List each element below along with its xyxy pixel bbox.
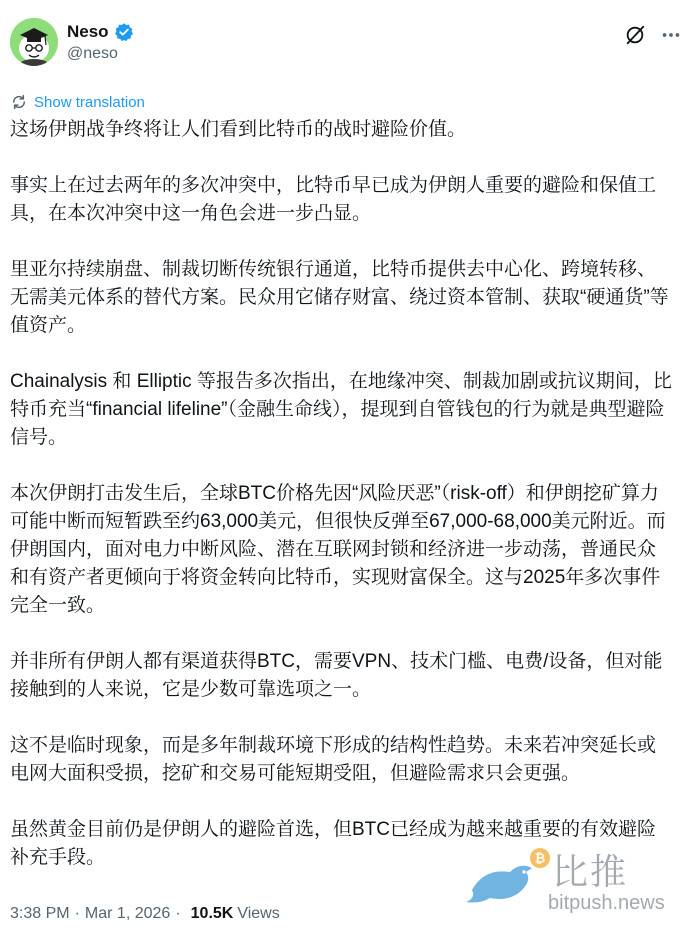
author-handle[interactable]: @neso [67,45,118,62]
header-actions [624,24,682,46]
tweet-paragraph: 虽然黄金目前仍是伊朗人的避险首选，但BTC已经成为越来越重要的有效避险补充手段。 [10,819,657,868]
bird-logo-icon [462,846,552,916]
show-translation-link[interactable] [10,92,686,112]
footer-separator: · [175,905,181,922]
author-names [67,21,134,63]
avatar[interactable] [10,18,58,66]
watermark [462,846,690,918]
tweet-paragraph: 事实上在过去两年的多次冲突中，比特币早已成为伊朗人重要的避险和保值工具，在本次冲突中这一角色会进一步凸显。 [10,175,657,224]
tweet-paragraph: 本次伊朗打击发生后，全球BTC价格先因“风险厌恶”（risk-off）和伊朗挖矿算力可能中断而短暂跌至约63,000美元，但很快反弹至67,000-68,000美元附近。而伊朗国内，面对电力中断风险、潜在互联网封锁和经济进一步动荡，普通民众和有资产者更倾向于将资金转向比特币，实现财富保全。这与2025年多次事件完全一致。 [10,483,666,616]
views-label: Views [237,905,280,922]
tweet-date[interactable]: Mar 1, 2026 [84,905,171,922]
views-count: 10.5K [190,905,234,922]
tweet-paragraph: 这场伊朗战争终将让人们看到比特币的战时避险价值。 [10,119,467,140]
tweet-paragraph: 这不是临时现象，而是多年制裁环境下形成的结构性趋势。未来若冲突延长或电网大面积受损，挖矿和交易可能短期受阻，但避险需求只会更强。 [10,735,657,784]
svg-text:₿: ₿ [534,851,546,867]
tweet-text [10,116,674,872]
tweet-footer [10,902,280,926]
more-icon[interactable] [660,24,682,46]
watermark-brand-en: bitpush.news [548,892,665,914]
name-row [67,21,134,43]
avatar-image [10,18,58,66]
tweet-paragraph: 里亚尔持续崩盘、制裁切断传统银行通道，比特币提供去中心化、跨境转移、无需美元体系的替代方案。民众用它储存财富、绕过资本管制、获取“硬通货”等值资产。 [10,259,669,336]
verified-badge-icon [114,22,134,42]
show-translation-label: Show translation [34,93,145,111]
tweet-time[interactable]: 3:38 PM [10,905,70,922]
tweet-header [10,18,686,78]
translate-icon [10,93,28,111]
tweet-paragraph: 并非所有伊朗人都有渠道获得BTC，需要VPN、技术门槛、电费/设备，但对能接触到的人来说，它是少数可靠选项之一。 [10,651,663,700]
footer-separator: · [74,905,80,922]
watermark-brand-cn: 比推 [552,852,629,893]
tweet-paragraph: Chainalysis 和 Elliptic 等报告多次指出，在地缘冲突、制裁加剧或抗议期间，比特币充当“financial lifeline”（金融生命线），提现到自管钱包的行为就是典型避险信号。 [10,371,672,448]
grok-icon[interactable] [624,24,646,46]
author-display-name[interactable]: Neso [67,22,109,41]
